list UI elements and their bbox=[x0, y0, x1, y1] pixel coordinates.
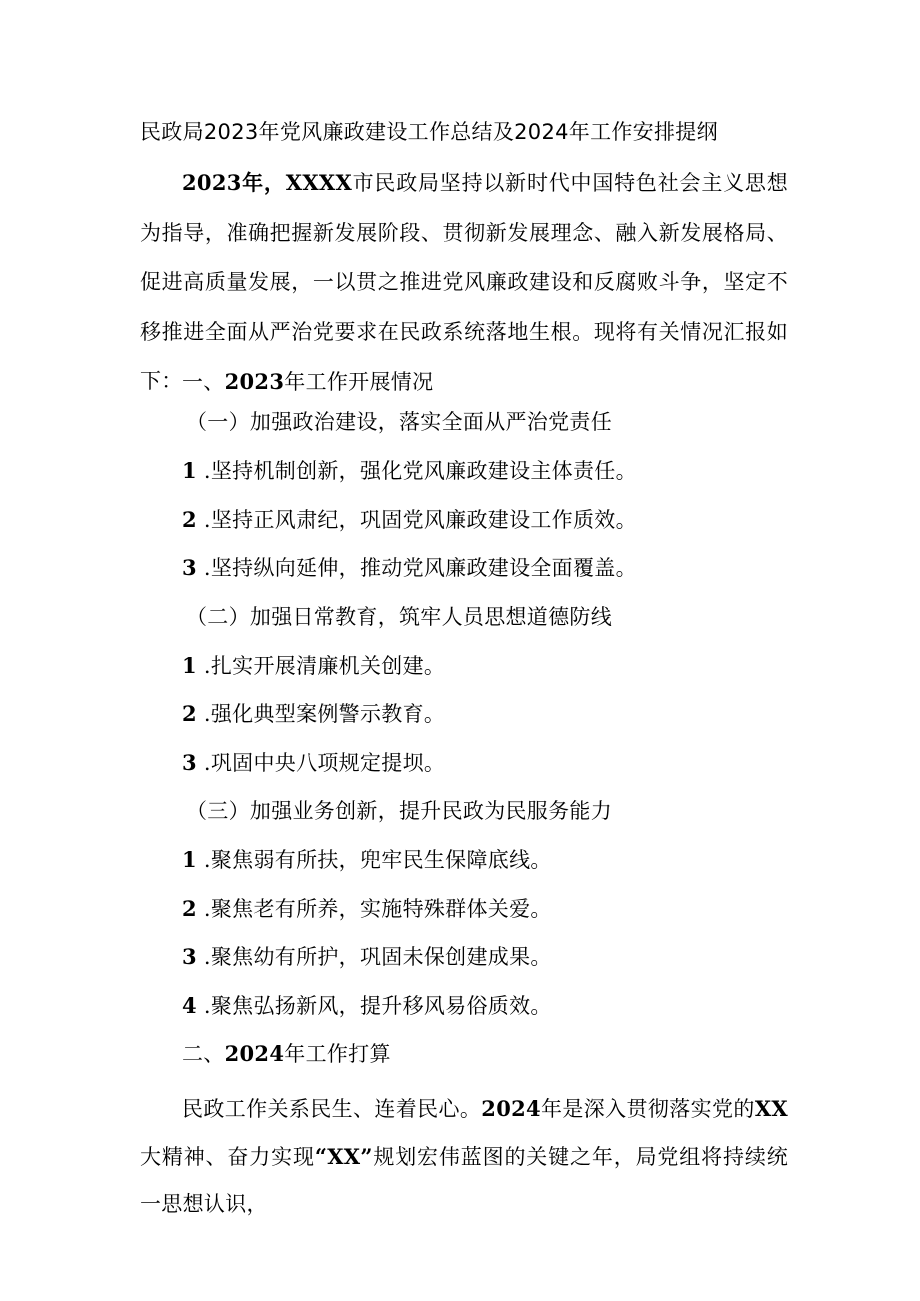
intro-text: 市民政局坚持以新时代中国特色社会主义思想为指导，准确把握新发展阶段、贯彻新发展理念、融入新发展格局、促进高质量发展，一以贯之推进党风廉政建设和反腐败斗争，坚定不移推进全面从严治党要求在民政系统落地生根。现将有关情况汇报如下： bbox=[140, 171, 788, 394]
document-title: 民政局2023年党风廉政建设工作总结及2024年工作安排提纲 bbox=[140, 120, 718, 144]
subsection-heading-1: （一）加强政治建设，落实全面从严治党责任 bbox=[186, 410, 612, 434]
list-item: 2 .坚持正风肃纪，巩固党风廉政建设工作质效。 bbox=[182, 507, 637, 532]
list-item: 2 .聚焦老有所养，实施特殊群体关爱。 bbox=[182, 896, 552, 921]
section-heading-1: 一、2023年工作开展情况 bbox=[182, 369, 434, 394]
intro-year: 2023年， bbox=[182, 170, 286, 195]
list-item: 1 .坚持机制创新，强化党风廉政建设主体责任。 bbox=[182, 458, 637, 483]
list-item: 3 .坚持纵向延伸，推动党风廉政建设全面覆盖。 bbox=[182, 555, 637, 580]
list-item: 4 .聚焦弘扬新风，提升移风易俗质效。 bbox=[182, 993, 552, 1018]
list-item: 3 .聚焦幼有所护，巩固未保创建成果。 bbox=[182, 944, 552, 969]
list-item: 2 .强化典型案例警示教育。 bbox=[182, 701, 446, 726]
list-item: 1 .扎实开展清廉机关创建。 bbox=[182, 653, 446, 678]
section-heading-2: 二、2024年工作打算 bbox=[182, 1041, 391, 1066]
intro-org: XXXX bbox=[285, 170, 353, 195]
subsection-heading-2: （二）加强日常教育，筑牢人员思想道德防线 bbox=[186, 605, 612, 629]
closing-paragraph: 民政工作关系民生、连着民心。2024年是深入贯彻落实党的XX大精神、奋力实现“XX”规划宏伟蓝图的关键之年，局党组将持续统一思想认识， bbox=[140, 1096, 788, 1216]
list-item: 1 .聚焦弱有所扶，兜牢民生保障底线。 bbox=[182, 847, 552, 872]
subsection-heading-3: （三）加强业务创新，提升民政为民服务能力 bbox=[186, 799, 612, 823]
list-item: 3 .巩固中央八项规定提坝。 bbox=[182, 750, 446, 775]
